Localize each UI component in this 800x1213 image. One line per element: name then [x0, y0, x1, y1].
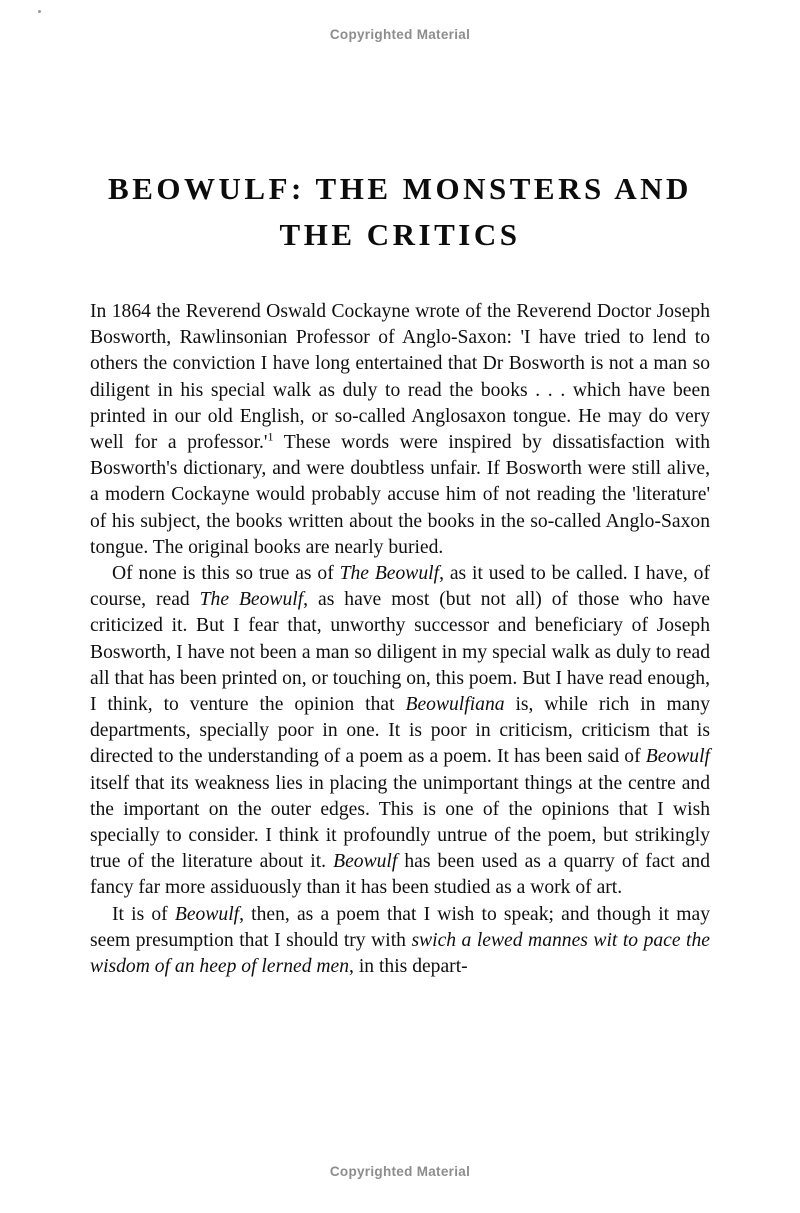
text-run: , as it used to be called. I have, of course, read [90, 563, 710, 611]
text-run: In 1864 the Reverend Oswald Cockayne wrote of the Reverend Doctor Joseph Bosworth, Rawlinsonian Professor of Anglo-Saxon: 'I have tried to lend to others the conviction I have long entertained that Dr Bosworth is not a man so diligent in his special walk as duly to read the books . . . which have been printed in our old English, or so-called Anglosaxon tongue. He may do very well for a professor.' [90, 301, 710, 454]
text-run: itself that its weakness lies in placing the unimportant things at the centre and the important on the outer edges. This is one of the opinions that I wish specially to consider. I think it profoundly untrue of the poem, but strikingly true of the literature about it. [90, 772, 710, 873]
italic-text-run: The Beowulf [339, 563, 440, 585]
text-run: has been used as a quarry of fact and fancy far more assiduously than it has been studied as a work of art. [90, 851, 710, 899]
italic-text-run: The Beowulf [199, 589, 304, 611]
italic-text-run: Beowulf [333, 851, 398, 873]
copyright-watermark-bottom: Copyrighted Material [329, 1164, 471, 1179]
text-run: , in this depart- [349, 956, 468, 978]
text-run: , then, as a poem that I wish to speak; and though it may seem presumption that I should try with [90, 903, 710, 951]
body-paragraph [90, 299, 710, 561]
text-run: It is of [112, 903, 175, 925]
italic-text-run: Beowulf [174, 903, 240, 925]
chapter-title-line1: BEOWULF: THE MONSTERS AND [108, 171, 692, 206]
copyright-watermark-top: Copyrighted Material [329, 27, 471, 42]
chapter-title-line2: THE CRITICS [279, 217, 521, 252]
italic-text-run: swich a lewed mannes wit to pace the wisdom of an heep of lerned men [90, 929, 710, 978]
italic-text-run: Beowulfiana [405, 694, 505, 716]
body-paragraph [90, 561, 710, 902]
text-run: Of none is this so true as of [112, 563, 340, 585]
scan-artifact-dot [38, 10, 41, 13]
text-run: , as have most (but not all) of those who have criticized it. But I fear that, unworthy successor and beneficiary of Joseph Bosworth, I have not been a man so diligent in my special walk as duly to read all that has been printed on, or touching on, this poem. But I have read enough, I think, to venture the opinion that [90, 589, 710, 716]
body-text [90, 299, 710, 980]
chapter-title [60, 166, 740, 258]
italic-text-run: Beowulf [645, 746, 710, 768]
body-paragraph [90, 902, 710, 981]
text-run: is, while rich in many departments, specially poor in one. It is poor in criticism, criticism that is directed to the understanding of a poem as a poem. It has been said of [90, 694, 710, 768]
text-run: These words were inspired by dissatisfaction with Bosworth's dictionary, and were doubtless unfair. If Bosworth were still alive, a modern Cockayne would probably accuse him of not reading the 'literature' of his subject, the books written about the books in the so-called Anglo-Saxon tongue. The original books are nearly buried. [90, 432, 710, 558]
footnote-marker: 1 [267, 429, 274, 444]
